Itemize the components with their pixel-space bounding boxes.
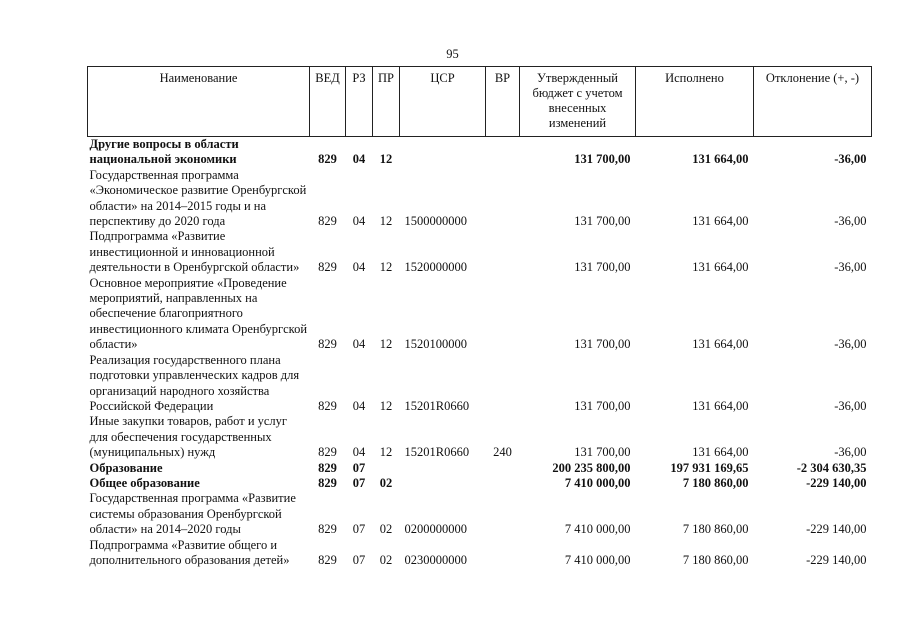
row-executed: 197 931 169,65 bbox=[670, 460, 749, 475]
row-name: Образование bbox=[89, 460, 163, 475]
row-rz: 07 bbox=[352, 522, 366, 537]
row-vr bbox=[486, 461, 520, 476]
row-vr bbox=[486, 476, 520, 491]
row-ved: 829 bbox=[318, 475, 337, 490]
header-vr: ВР bbox=[486, 67, 520, 137]
row-vr bbox=[486, 276, 520, 353]
row-executed: 131 664,00 bbox=[692, 445, 749, 460]
row-plan: 131 700,00 bbox=[574, 214, 631, 229]
row-rz: 04 bbox=[352, 152, 366, 167]
row-deviation: -2 304 630,35 bbox=[796, 460, 867, 475]
header-name: Наименование bbox=[88, 67, 310, 137]
row-ved: 829 bbox=[318, 260, 337, 275]
row-name: Иные закупки товаров, работ и услуг для обеспечения государственных (муниципальных) нужд bbox=[89, 414, 288, 460]
table-row bbox=[88, 353, 872, 415]
table-row bbox=[88, 168, 872, 230]
row-rz: 04 bbox=[352, 445, 366, 460]
row-vr bbox=[486, 137, 520, 168]
row-vr bbox=[486, 353, 520, 415]
row-executed: 131 664,00 bbox=[692, 152, 749, 167]
row-rz: 07 bbox=[352, 552, 366, 567]
row-pr: 12 bbox=[379, 337, 393, 352]
row-pr: 02 bbox=[379, 522, 393, 537]
table-row bbox=[88, 414, 872, 460]
row-csr: 15201R0660 bbox=[404, 398, 470, 413]
row-csr: 1520000000 bbox=[404, 260, 467, 275]
row-rz: 07 bbox=[352, 460, 366, 475]
row-name: Реализация государственного плана подготовки управленческих кадров для организаций народного хозяйства Российской Федерации bbox=[89, 352, 300, 413]
row-executed: 7 180 860,00 bbox=[682, 552, 749, 567]
row-rz: 04 bbox=[352, 260, 366, 275]
table-row bbox=[88, 476, 872, 491]
table-header bbox=[88, 67, 872, 137]
row-deviation: -36,00 bbox=[834, 214, 867, 229]
row-executed: 131 664,00 bbox=[692, 260, 749, 275]
row-plan: 131 700,00 bbox=[574, 398, 631, 413]
row-pr: 12 bbox=[379, 214, 393, 229]
header-csr: ЦСР bbox=[400, 67, 486, 137]
row-pr: 02 bbox=[379, 475, 393, 490]
row-ved: 829 bbox=[318, 522, 337, 537]
row-executed: 131 664,00 bbox=[692, 214, 749, 229]
row-executed: 7 180 860,00 bbox=[682, 522, 749, 537]
row-ved: 829 bbox=[318, 337, 337, 352]
row-name: Подпрограмма «Развитие инвестиционной и инновационной деятельности в Оренбургской области» bbox=[89, 229, 300, 275]
row-plan: 200 235 800,00 bbox=[552, 460, 631, 475]
row-csr bbox=[400, 476, 486, 491]
row-name: Общее образование bbox=[89, 475, 200, 490]
row-name: Подпрограмма «Развитие общего и дополнительного образования детей» bbox=[89, 537, 290, 567]
header-deviation: Отклонение (+, -) bbox=[754, 67, 872, 137]
row-rz: 04 bbox=[352, 337, 366, 352]
row-executed: 131 664,00 bbox=[692, 337, 749, 352]
row-plan: 7 410 000,00 bbox=[564, 552, 631, 567]
row-rz: 07 bbox=[352, 475, 366, 490]
row-plan: 131 700,00 bbox=[574, 152, 631, 167]
row-csr: 1520100000 bbox=[404, 337, 467, 352]
header-executed: Исполнено bbox=[636, 67, 754, 137]
row-pr: 12 bbox=[379, 445, 393, 460]
row-deviation: -36,00 bbox=[834, 337, 867, 352]
row-deviation: -36,00 bbox=[834, 445, 867, 460]
row-vr: 240 bbox=[493, 445, 512, 460]
header-ved: ВЕД bbox=[310, 67, 346, 137]
row-deviation: -229 140,00 bbox=[806, 522, 867, 537]
row-plan: 131 700,00 bbox=[574, 445, 631, 460]
row-executed: 7 180 860,00 bbox=[682, 475, 749, 490]
row-deviation: -36,00 bbox=[834, 398, 867, 413]
row-vr bbox=[486, 491, 520, 537]
table-row bbox=[88, 276, 872, 353]
row-ved: 829 bbox=[318, 552, 337, 567]
row-csr: 15201R0660 bbox=[404, 445, 470, 460]
row-plan: 131 700,00 bbox=[574, 337, 631, 352]
table-row bbox=[88, 538, 872, 569]
row-pr: 12 bbox=[379, 260, 393, 275]
row-rz: 04 bbox=[352, 214, 366, 229]
table-row bbox=[88, 491, 872, 537]
row-csr: 0200000000 bbox=[404, 522, 467, 537]
row-plan: 131 700,00 bbox=[574, 260, 631, 275]
row-csr: 1500000000 bbox=[404, 214, 467, 229]
row-pr: 02 bbox=[379, 552, 393, 567]
row-deviation: -229 140,00 bbox=[806, 552, 867, 567]
row-name: Основное мероприятие «Проведение мероприятий, направленных на обеспечение благоприятного инвестиционного климата Оренбургской области» bbox=[89, 275, 308, 352]
budget-table bbox=[87, 66, 872, 568]
row-name: Государственная программа «Развитие системы образования Оренбургской области» на 2014–2020 годы bbox=[89, 491, 296, 537]
row-name: Другие вопросы в области национальной экономики bbox=[89, 137, 239, 167]
header-pr: ПР bbox=[373, 67, 400, 137]
table-row bbox=[88, 137, 872, 168]
row-csr: 0230000000 bbox=[404, 552, 467, 567]
row-deviation: -36,00 bbox=[834, 260, 867, 275]
row-plan: 7 410 000,00 bbox=[564, 522, 631, 537]
row-rz: 04 bbox=[352, 398, 366, 413]
row-ved: 829 bbox=[318, 445, 337, 460]
table-row bbox=[88, 229, 872, 275]
row-pr: 12 bbox=[379, 398, 393, 413]
table-row bbox=[88, 461, 872, 476]
row-executed: 131 664,00 bbox=[692, 398, 749, 413]
row-vr bbox=[486, 538, 520, 569]
row-deviation: -229 140,00 bbox=[806, 475, 867, 490]
row-deviation: -36,00 bbox=[834, 152, 867, 167]
row-csr bbox=[400, 137, 486, 168]
row-vr bbox=[486, 229, 520, 275]
row-plan: 7 410 000,00 bbox=[564, 475, 631, 490]
row-vr bbox=[486, 168, 520, 230]
header-rz: РЗ bbox=[346, 67, 373, 137]
row-ved: 829 bbox=[318, 460, 337, 475]
row-pr bbox=[373, 461, 400, 476]
row-csr bbox=[400, 461, 486, 476]
row-ved: 829 bbox=[318, 398, 337, 413]
row-ved: 829 bbox=[318, 152, 337, 167]
page-number: 95 bbox=[446, 47, 459, 61]
row-ved: 829 bbox=[318, 214, 337, 229]
header-plan: Утвержденный бюджет с учетом внесенных изменений bbox=[520, 67, 636, 137]
row-pr: 12 bbox=[379, 152, 393, 167]
row-name: Государственная программа «Экономическое развитие Оренбургской области» на 2014–2015 годы и на перспективу до 2020 года bbox=[89, 167, 307, 229]
